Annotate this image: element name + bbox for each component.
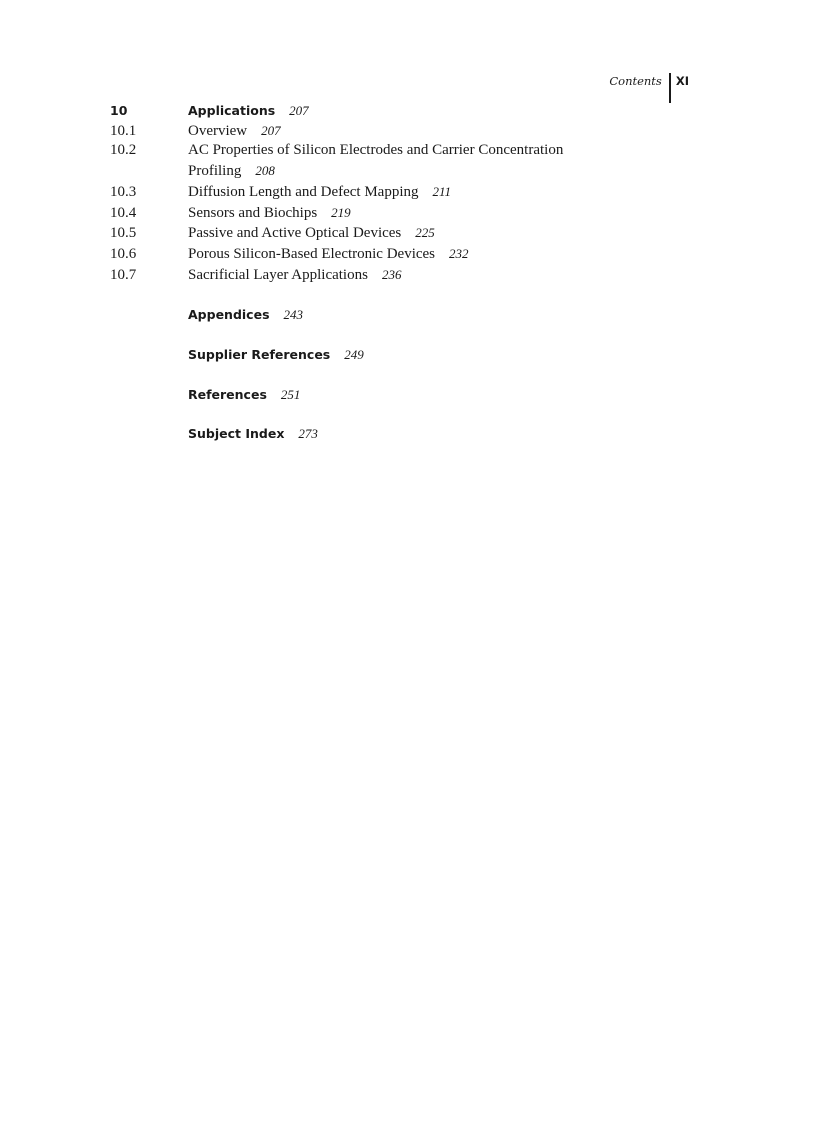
toc-section-row[interactable]	[110, 141, 670, 181]
backmatter-title: References	[188, 386, 267, 402]
section-number: 10.2	[110, 142, 137, 159]
section-title: Passive and Active Optical Devices	[188, 225, 402, 242]
section-page: 208	[255, 163, 275, 179]
toc-backmatter-supplier-references[interactable]	[188, 345, 670, 365]
toc-backmatter-references[interactable]	[188, 385, 670, 405]
section-title: Sensors and Biochips	[188, 204, 318, 221]
section-page: 225	[415, 225, 435, 241]
page-number: XI	[675, 74, 689, 88]
running-head-rule	[669, 73, 671, 103]
toc-backmatter-subject-index[interactable]	[188, 424, 670, 444]
running-head-label: Contents	[609, 74, 662, 88]
section-title: Diffusion Length and Defect Mapping	[188, 183, 419, 200]
table-of-contents	[110, 101, 670, 444]
section-title: AC Properties of Silicon Electrodes and Carrier Concentration	[188, 142, 564, 159]
backmatter-page: 243	[283, 307, 304, 323]
section-page: 236	[381, 266, 402, 282]
toc-chapter-row[interactable]	[110, 101, 670, 121]
backmatter-title: Appendices	[188, 307, 270, 323]
section-number: 10.3	[110, 183, 137, 200]
section-page: 211	[432, 183, 452, 199]
toc-section-row[interactable]	[110, 244, 670, 265]
section-number: 10.5	[110, 225, 137, 242]
section-title: Porous Silicon-Based Electronic Devices	[188, 245, 436, 262]
toc-section-row[interactable]	[110, 265, 670, 286]
section-page: 232	[449, 245, 469, 261]
chapter-page: 207	[289, 103, 309, 118]
chapter-title: Applications	[188, 103, 276, 118]
section-number: 10.6	[110, 245, 137, 262]
chapter-number: 10	[110, 103, 128, 118]
section-title-continued: Profiling	[188, 163, 242, 180]
section-title: Overview	[188, 122, 248, 139]
toc-section-row[interactable]	[110, 223, 670, 244]
backmatter-page: 273	[298, 426, 318, 442]
section-number: 10.1	[110, 122, 137, 139]
section-page: 207	[261, 122, 281, 138]
running-head	[609, 73, 689, 103]
backmatter-title: Supplier References	[188, 347, 331, 363]
toc-backmatter-appendices[interactable]	[188, 305, 670, 325]
section-title: Sacrificial Layer Applications	[188, 266, 368, 283]
toc-section-row[interactable]	[110, 203, 670, 224]
section-page: 219	[331, 204, 351, 220]
toc-section-row[interactable]	[110, 182, 670, 203]
section-number: 10.7	[110, 266, 137, 283]
backmatter-page: 251	[280, 386, 301, 402]
backmatter-page: 249	[344, 347, 364, 363]
backmatter-title: Subject Index	[188, 426, 285, 442]
toc-section-row[interactable]	[110, 121, 670, 142]
section-number: 10.4	[110, 204, 137, 221]
